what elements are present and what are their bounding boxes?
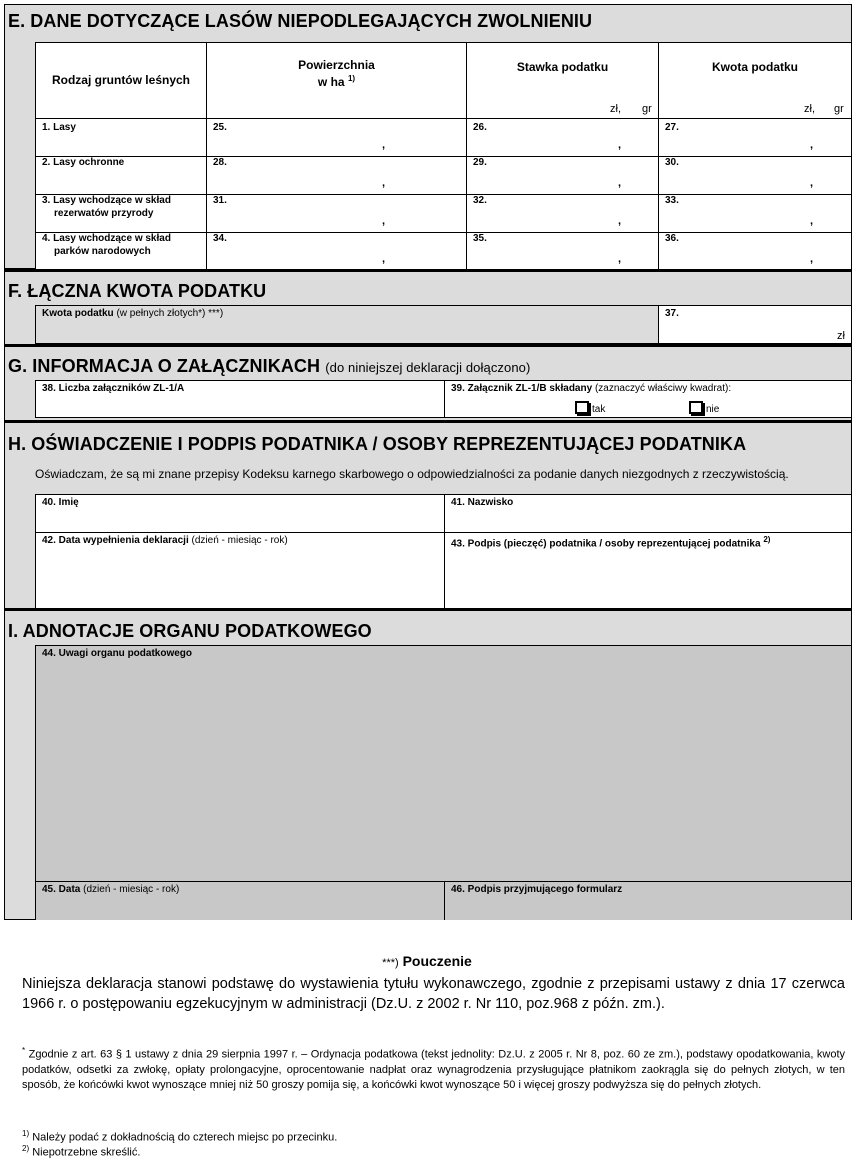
field-45-label bbox=[42, 884, 179, 895]
field-42-label-bold: 42. Data wypełnienia deklaracji bbox=[42, 535, 189, 546]
section-g-title bbox=[8, 356, 530, 377]
header-rate-gr: gr bbox=[642, 103, 652, 115]
forest-row-label-cell bbox=[35, 232, 206, 269]
section-e-title: E. DANE DOTYCZĄCE LASÓW NIEPODLEGAJĄCYCH ZWOLNIENIU bbox=[8, 11, 593, 31]
field-number: 32. bbox=[473, 195, 487, 206]
header-amount-gr: gr bbox=[834, 103, 844, 115]
field-39-label-note: (zaznaczyć właściwy kwadrat): bbox=[594, 383, 732, 394]
field-39-label bbox=[451, 383, 731, 394]
footnote-star bbox=[22, 1043, 845, 1093]
declaration-statement: Oświadczam, że są mi znane przepisy Kodeksu karnego skarbowego o odpowiedzialności za podanie danych niezgodnych z rzeczywistością. bbox=[35, 467, 789, 481]
first-name-field-40[interactable] bbox=[35, 494, 444, 532]
checkbox-square-icon[interactable] bbox=[575, 401, 589, 414]
field-42-label bbox=[42, 535, 288, 546]
attachment-zl1b-field-39 bbox=[444, 380, 852, 418]
total-label-bold: Kwota podatku bbox=[42, 308, 114, 319]
field-45-label-note: (dzień - miesiąc - rok) bbox=[83, 884, 180, 895]
forest-row-label: 3. Lasy wchodzące w skład bbox=[42, 195, 171, 206]
field-number: 28. bbox=[213, 157, 227, 168]
amount-field-36[interactable] bbox=[658, 232, 852, 269]
area-field-25[interactable] bbox=[206, 118, 466, 156]
field-number: 34. bbox=[213, 233, 227, 244]
forest-row-label: 1. Lasy bbox=[42, 122, 76, 133]
forest-row-1 bbox=[35, 118, 852, 156]
checkbox-no-label: nie bbox=[706, 404, 720, 415]
pouczenie-text: Niniejsza deklaracja stanowi podstawę do wystawienia tytułu wykonawczego, zgodnie z przepisami ustawy z dnia 17 czerwca 1966 r. o postępowaniu egzekucyjnym w administracji (Dz.U. z 2002 r. Nr 110, poz.968 z późn. zm.). bbox=[22, 976, 845, 1012]
footnote-star-text: Zgodnie z art. 63 § 1 ustawy z dnia 29 sierpnia 1997 r. – Ordynacja podatkowa (tekst jednolity: Dz.U. z 2005 r. Nr 8, poz. 60 ze zm.), podstawy opodatkowania, kwoty podatków, odsetki za zwłokę, opłaty prolongacyjne, oprocentowanie nadpłat oraz wynagrodzenia przysługujące płatnikom zaokrągla się do pełnych złotych, w ten sposób, że końcówki kwot wynoszące mniej niż 50 groszy pomija się, a końcówki kwot wynoszące 50 i więcej groszy podwyższa się do pełnych złotych. bbox=[22, 1048, 845, 1091]
decimal-comma: , bbox=[382, 177, 386, 189]
checkbox-yes[interactable] bbox=[575, 401, 605, 415]
decimal-comma: , bbox=[382, 215, 386, 227]
decimal-comma: , bbox=[618, 253, 622, 265]
decimal-comma: , bbox=[618, 139, 622, 151]
decimal-comma: , bbox=[810, 215, 814, 227]
header-area bbox=[207, 58, 466, 89]
forest-row-3 bbox=[35, 194, 852, 232]
header-area-sup: 1) bbox=[347, 74, 356, 83]
field-45-label-bold: 45. Data bbox=[42, 884, 81, 895]
field-43-sup: 2) bbox=[763, 535, 771, 544]
header-area-line1: Powierzchnia bbox=[298, 58, 375, 72]
field-42-label-note: (dzień - miesiąc - rok) bbox=[191, 535, 288, 546]
field-number: 36. bbox=[665, 233, 679, 244]
decimal-comma: , bbox=[382, 139, 386, 151]
section-g-subtitle: (do niniejszej deklaracji dołączono) bbox=[325, 360, 531, 375]
pouczenie-heading bbox=[0, 953, 854, 969]
section-i-title: I. ADNOTACJE ORGANU PODATKOWEGO bbox=[8, 621, 372, 641]
forest-row-2 bbox=[35, 156, 852, 194]
field-40-label: 40. Imię bbox=[42, 497, 79, 508]
forest-row-label-cell bbox=[35, 156, 206, 194]
decimal-comma: , bbox=[810, 177, 814, 189]
total-label-note: (w pełnych złotych*) ***) bbox=[116, 308, 224, 319]
field-number: 30. bbox=[665, 157, 679, 168]
decimal-comma: , bbox=[618, 215, 622, 227]
header-rate: Stawka podatku bbox=[516, 60, 609, 74]
header-type-cell bbox=[35, 42, 206, 118]
field-number: 27. bbox=[665, 122, 679, 133]
footnote-2 bbox=[22, 1141, 845, 1161]
header-area-line2 bbox=[207, 72, 466, 89]
attachments-count-field-38[interactable] bbox=[35, 380, 444, 418]
field-41-label: 41. Nazwisko bbox=[451, 497, 514, 508]
area-field-31[interactable] bbox=[206, 194, 466, 232]
pouczenie-title: Pouczenie bbox=[402, 953, 472, 969]
decimal-comma: , bbox=[382, 253, 386, 265]
decimal-comma: , bbox=[810, 253, 814, 265]
header-amount: Kwota podatku bbox=[712, 60, 798, 74]
field-43-label-text: 43. Podpis (pieczęć) podatnika / osoby reprezentującej podatnika bbox=[451, 538, 761, 550]
receiver-signature-field-46[interactable] bbox=[444, 881, 852, 920]
section-h-title: H. OŚWIADCZENIE I PODPIS PODATNIKA / OSOBY REPREZENTUJĄCEJ PODATNIKA bbox=[8, 434, 747, 454]
header-type: Rodzaj gruntów leśnych bbox=[51, 73, 190, 87]
field-number: 29. bbox=[473, 157, 487, 168]
footnote-2-mark: 2) bbox=[22, 1144, 30, 1153]
section-g-title-main: G. INFORMACJA O ZAŁĄCZNIKACH bbox=[8, 356, 321, 376]
section-f-title: F. ŁĄCZNA KWOTA PODATKU bbox=[8, 281, 267, 301]
field-number: 35. bbox=[473, 233, 487, 244]
field-43-label bbox=[451, 535, 770, 549]
header-area-cell bbox=[206, 42, 466, 118]
rate-field-26[interactable] bbox=[466, 118, 658, 156]
footnote-star-mark: * bbox=[22, 1046, 26, 1055]
checkbox-no[interactable] bbox=[689, 401, 719, 415]
area-field-28[interactable] bbox=[206, 156, 466, 194]
area-field-34[interactable] bbox=[206, 232, 466, 269]
remarks-field-44[interactable] bbox=[35, 645, 852, 881]
field-38-label: 38. Liczba załączników ZL-1/A bbox=[42, 383, 185, 394]
last-name-field-41[interactable] bbox=[444, 494, 852, 532]
decimal-comma: , bbox=[618, 177, 622, 189]
footnote-1-text: Należy podać z dokładnością do czterech miejsc po przecinku. bbox=[32, 1131, 338, 1144]
field-46-label: 46. Podpis przyjmującego formularz bbox=[451, 884, 623, 895]
header-amount-cell bbox=[658, 42, 852, 118]
rate-field-35[interactable] bbox=[466, 232, 658, 269]
field-number: 37. bbox=[665, 308, 679, 319]
footnote-1-mark: 1) bbox=[22, 1129, 30, 1138]
field-number: 25. bbox=[213, 122, 227, 133]
fill-date-field-42[interactable] bbox=[35, 532, 444, 608]
field-number: 31. bbox=[213, 195, 227, 206]
rate-field-32[interactable] bbox=[466, 194, 658, 232]
header-rate-cell bbox=[466, 42, 658, 118]
total-label-cell bbox=[35, 305, 658, 344]
header-rate-zl: zł, bbox=[610, 103, 621, 115]
forest-row-label: 4. Lasy wchodzące w skład bbox=[42, 233, 171, 244]
forest-row-4 bbox=[35, 232, 852, 269]
pouczenie-mark: ***) bbox=[382, 957, 399, 969]
total-tax-field-37[interactable] bbox=[658, 305, 852, 344]
header-amount-zl: zł, bbox=[804, 103, 815, 115]
header-area-unit: w ha bbox=[317, 75, 345, 89]
field-44-label: 44. Uwagi organu podatkowego bbox=[42, 648, 193, 659]
field-39-label-bold: 39. Załącznik ZL-1/B składany bbox=[451, 383, 593, 394]
forest-row-label-line2: rezerwatów przyrody bbox=[54, 208, 154, 219]
footnote-2-text: Niepotrzebne skreślić. bbox=[32, 1146, 141, 1159]
field-number: 33. bbox=[665, 195, 679, 206]
total-unit: zł bbox=[837, 330, 845, 342]
amount-field-30[interactable] bbox=[658, 156, 852, 194]
date-field-45[interactable] bbox=[35, 881, 444, 920]
forest-row-label: 2. Lasy ochronne bbox=[42, 157, 125, 168]
rate-field-29[interactable] bbox=[466, 156, 658, 194]
forest-row-label-line2: parków narodowych bbox=[54, 246, 151, 257]
decimal-comma: , bbox=[810, 139, 814, 151]
signature-field-43[interactable] bbox=[444, 532, 852, 608]
amount-field-27[interactable] bbox=[658, 118, 852, 156]
forest-row-label-cell bbox=[35, 194, 206, 232]
field-number: 26. bbox=[473, 122, 487, 133]
checkbox-yes-label: tak bbox=[592, 404, 606, 415]
forest-row-label-cell bbox=[35, 118, 206, 156]
total-label bbox=[42, 308, 223, 319]
amount-field-33[interactable] bbox=[658, 194, 852, 232]
checkbox-square-icon[interactable] bbox=[689, 401, 703, 414]
